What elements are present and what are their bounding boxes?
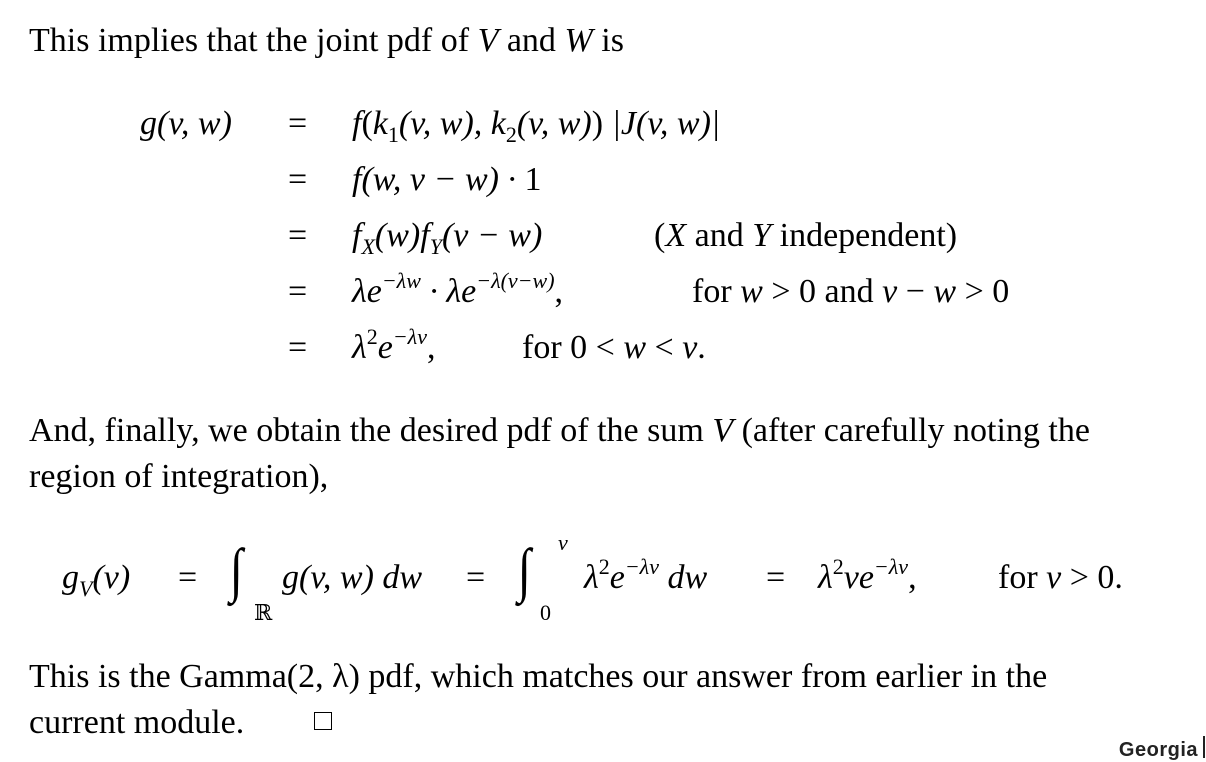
conclusion-line-1: This is the Gamma(2, λ) pdf, which matches our answer from earlier in the xyxy=(29,658,1048,695)
conclusion-paragraph xyxy=(29,654,1047,746)
integral-1-body: g(v, w) dw xyxy=(282,559,423,596)
conclusion-line-2: current module. xyxy=(29,704,245,741)
intro-text: This implies that the joint pdf of xyxy=(29,22,478,59)
intro-paragraph xyxy=(29,18,624,64)
equals-sign: = xyxy=(288,217,308,254)
var-v: V xyxy=(477,22,499,59)
equals-sign: = xyxy=(288,329,308,366)
derivation-row-2: f(w, v − w) · 1 xyxy=(352,161,542,198)
qed-box-icon xyxy=(314,712,332,730)
var-w: W xyxy=(564,22,593,59)
integral-2-body: $\lambda^2e^{-\lambda v}$ dw xyxy=(584,554,708,596)
derivation-row-3: $f_X(w)f_Y(v - w)$ xyxy=(352,217,543,259)
georgia-logo: Georgia xyxy=(1118,739,1198,761)
integral-2-upper-limit: v xyxy=(558,530,568,555)
derivation-note-3: (X and Y independent) xyxy=(654,217,958,254)
integral-sign-2: ∫ xyxy=(517,537,531,603)
paragraph-2 xyxy=(29,408,1090,500)
paragraph-2-line-1: And, finally, we obtain the desired pdf of the sum V (after carefully noting the xyxy=(29,412,1090,449)
derivation-note-5: for 0 < w < v. xyxy=(522,329,706,366)
paragraph-2-line-2: region of integration), xyxy=(29,458,329,495)
and-text: and xyxy=(498,22,565,59)
derivation-row-5: $\lambda^2e^{-\lambda v}$, xyxy=(352,324,436,366)
derivation-note-4: for w > 0 and v − w > 0 xyxy=(692,273,1010,310)
equals-sign: = xyxy=(288,105,308,142)
integral-2-lower-limit: 0 xyxy=(540,600,551,625)
integral-1-lower-limit: ℝ xyxy=(254,600,273,625)
equals-sign: = xyxy=(178,559,198,596)
equals-sign: = xyxy=(288,273,308,310)
equals-sign: = xyxy=(466,559,486,596)
equals-sign: = xyxy=(288,161,308,198)
derivation-row-1: $f(k_1(v$, w), $k_2(v$, w)) |J(v, w)| xyxy=(352,105,721,147)
logo-divider xyxy=(1203,736,1205,758)
is-text: is xyxy=(592,22,624,59)
final-condition: for v > 0. xyxy=(998,559,1123,596)
derivation-row-4: $\lambda e^{-\lambda w} \cdot \lambda e^{-\lambda(v-w)}$, xyxy=(352,268,564,310)
derivation-lhs: g(v, w) xyxy=(140,105,232,142)
equals-sign: = xyxy=(766,559,786,596)
final-lhs: $g_V(v)$ xyxy=(62,559,131,601)
final-result: $\lambda^2ve^{-\lambda v}$, xyxy=(818,554,917,596)
integral-sign-1: ∫ xyxy=(229,537,243,603)
